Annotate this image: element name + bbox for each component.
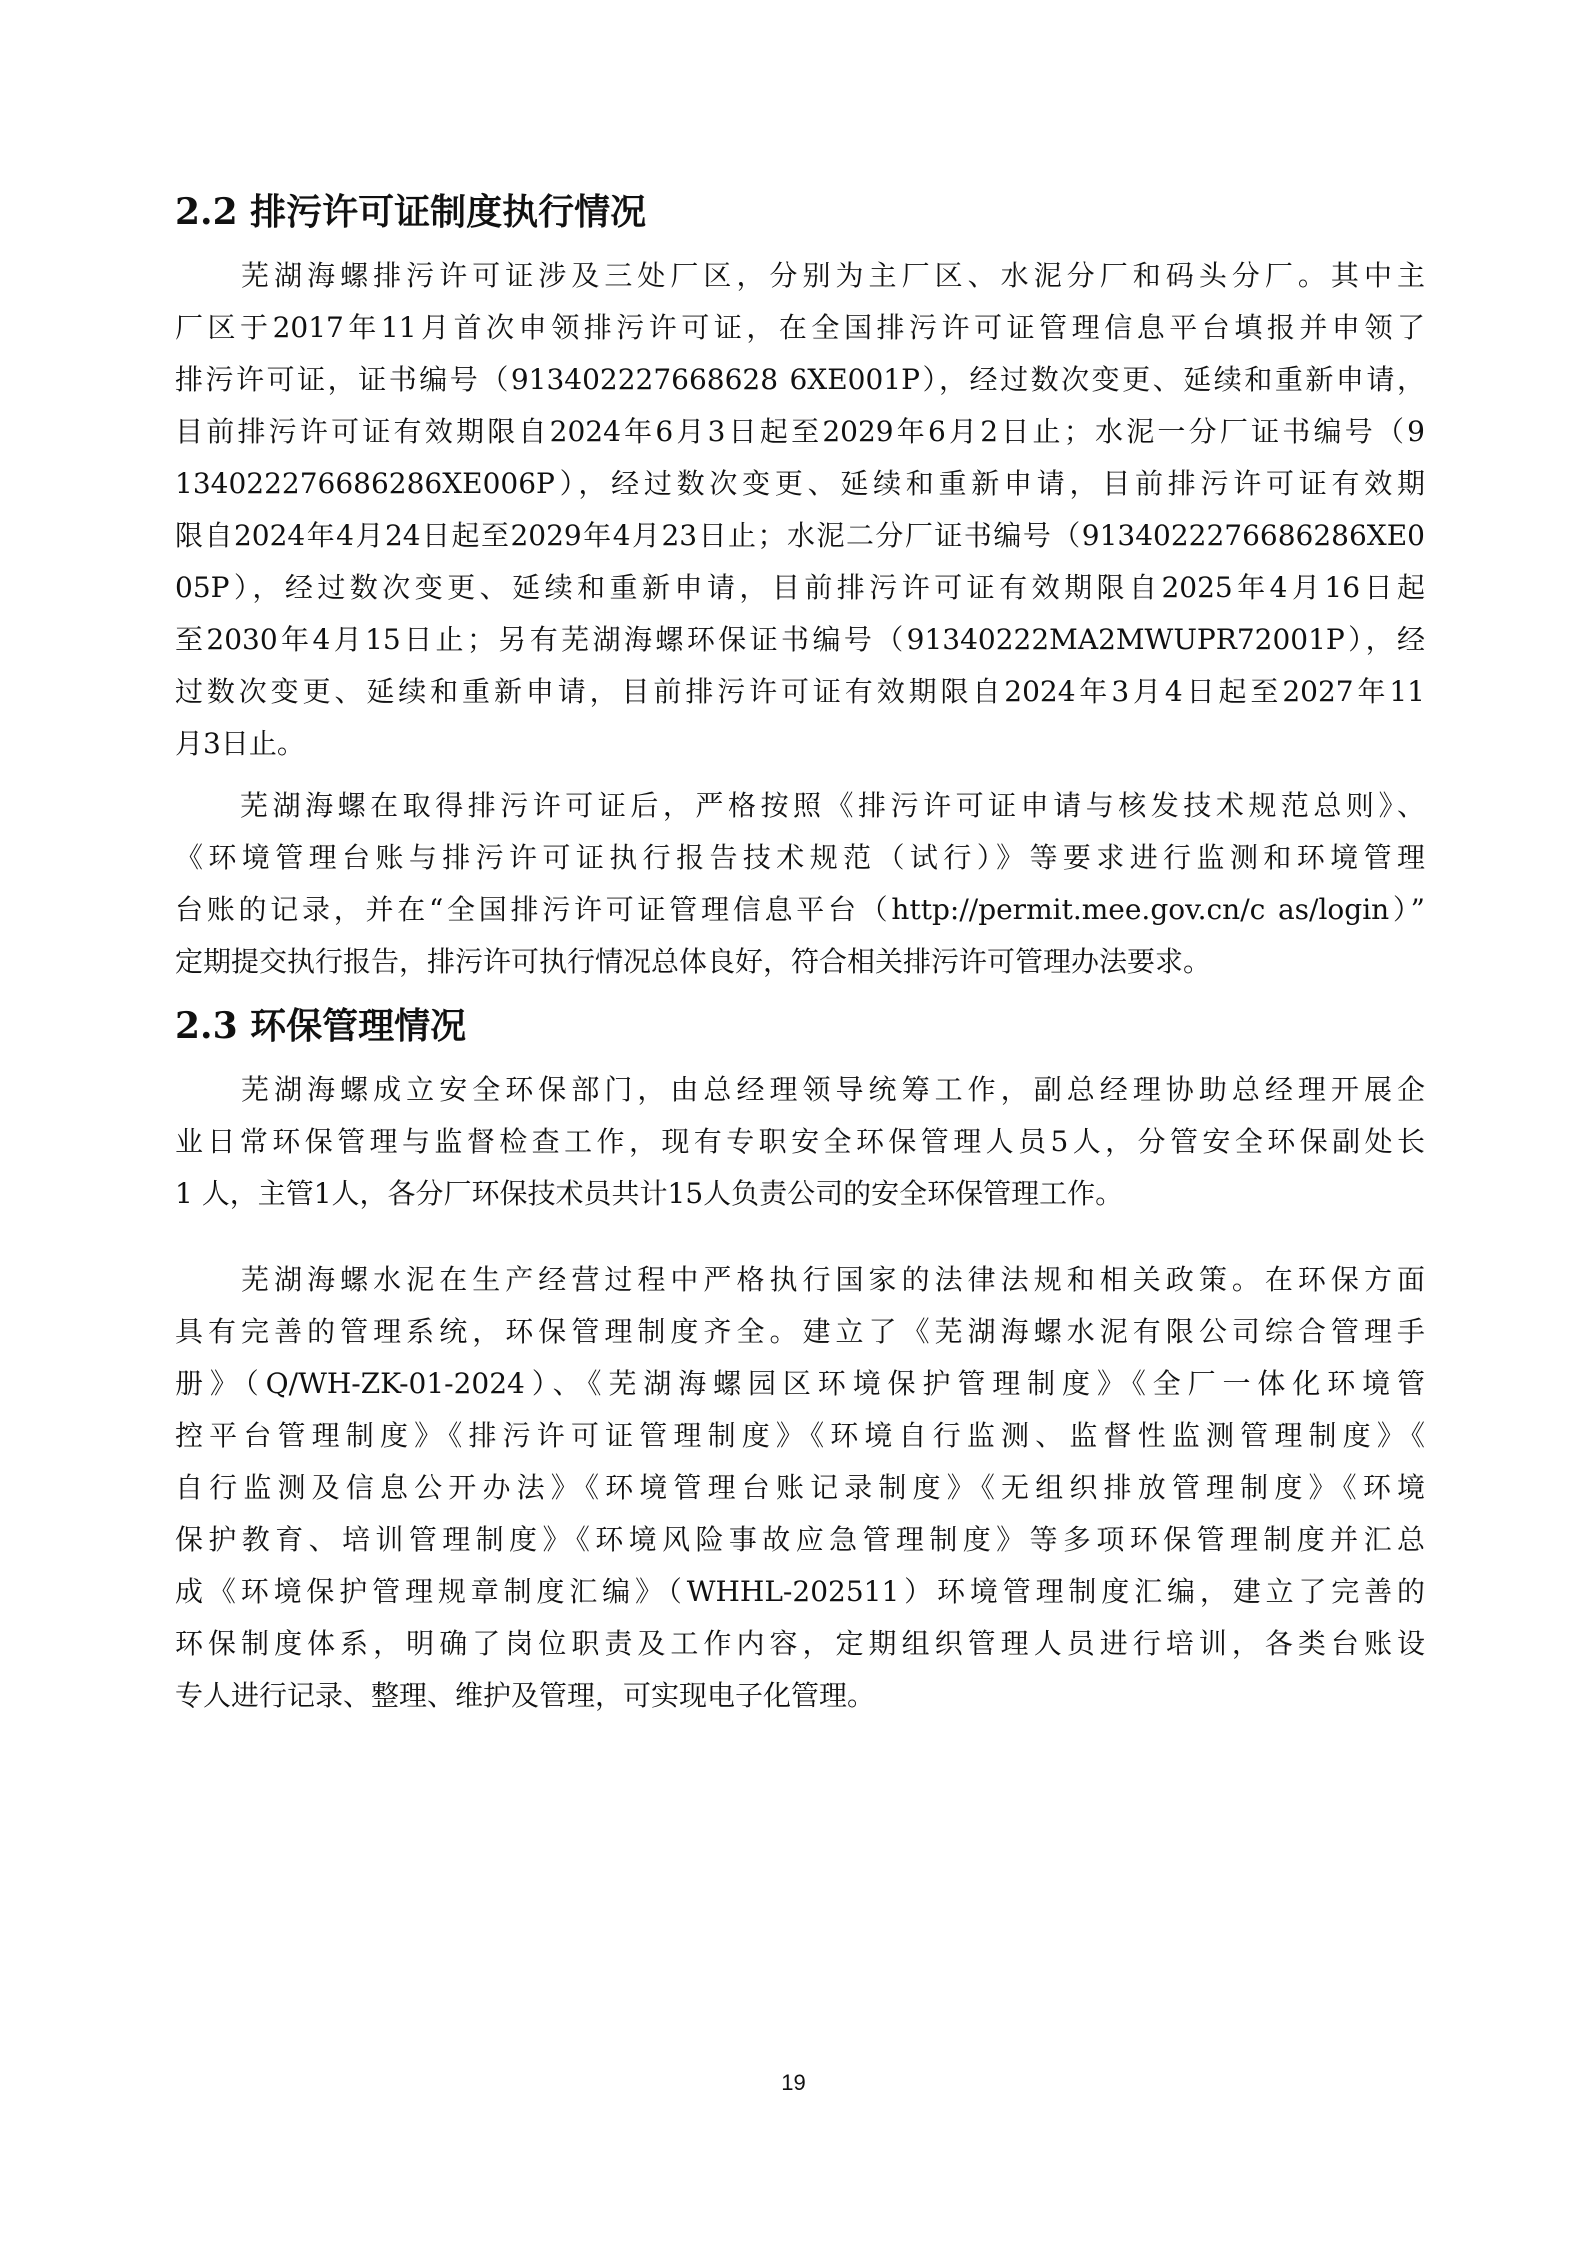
text-line: 134022276686286XE006P），经过数次变更、延续和重新申请，目前排污许可证有效期	[175, 467, 1425, 500]
text-line: 定期提交执行报告，排污许可执行情况总体良好，符合相关排污许可管理办法要求。	[175, 945, 1212, 978]
text-line: 厂区于2017年11月首次申领排污许可证，在全国排污许可证管理信息平台填报并申领了	[175, 311, 1425, 344]
text-line: 环保制度体系，明确了岗位职责及工作内容，定期组织管理人员进行培训，各类台账设	[175, 1627, 1425, 1660]
text-line: 芜湖海螺排污许可证涉及三处厂区，分别为主厂区、水泥分厂和码头分厂。其中主	[175, 259, 1425, 292]
section-heading-2-2: 2.2 排污许可证制度执行情况	[175, 191, 647, 233]
text-line: 1 人，主管1人，各分厂环保技术员共计15人负责公司的安全环保管理工作。	[175, 1177, 1124, 1210]
section-heading-2-3: 2.3 环保管理情况	[175, 1005, 467, 1047]
text-line: 保护教育、培训管理制度》《环境风险事故应急管理制度》等多项环保管理制度并汇总	[175, 1523, 1425, 1556]
text-line: 台账的记录，并在“全国排污许可证管理信息平台（http://permit.mee.gov.cn/c as/login）”	[175, 893, 1425, 926]
text-line: 成《环境保护管理规章制度汇编》（WHHL-202511）环境管理制度汇编，建立了完善的	[175, 1575, 1425, 1608]
paragraph-permit-overview	[175, 250, 1425, 770]
text-line: 至2030年4月15日止；另有芜湖海螺环保证书编号（91340222MA2MWUPR72001P），经	[175, 623, 1425, 656]
page-content	[175, 180, 1425, 1722]
text-line: 册》（Q/WH-ZK-01-2024）、《芜湖海螺园区环境保护管理制度》《全厂一体化环境管	[175, 1367, 1425, 1400]
paragraph-env-systems	[175, 1254, 1425, 1722]
page-number: 19	[781, 2070, 806, 2095]
text-line: 过数次变更、延续和重新申请，目前排污许可证有效期限自2024年3月4日起至2027年11	[175, 675, 1425, 708]
text-line: 月3日止。	[175, 727, 305, 760]
paragraph-permit-compliance	[175, 780, 1425, 988]
text-line: 目前排污许可证有效期限自2024年6月3日起至2029年6月2日止；水泥一分厂证书编号（9	[175, 415, 1425, 448]
text-line: 专人进行记录、整理、维护及管理，可实现电子化管理。	[175, 1679, 876, 1712]
paragraph-env-department	[175, 1064, 1425, 1220]
text-line: 自行监测及信息公开办法》《环境管理台账记录制度》《无组织排放管理制度》《环境	[175, 1471, 1425, 1504]
text-line: 芜湖海螺水泥在生产经营过程中严格执行国家的法律法规和相关政策。在环保方面	[175, 1263, 1425, 1296]
text-line: 业日常环保管理与监督检查工作，现有专职安全环保管理人员5人，分管安全环保副处长	[175, 1125, 1425, 1158]
text-line: 控平台管理制度》《排污许可证管理制度》《环境自行监测、监督性监测管理制度》《	[175, 1419, 1425, 1452]
text-line: 芜湖海螺成立安全环保部门，由总经理领导统筹工作，副总经理协助总经理开展企	[175, 1073, 1425, 1106]
text-line: 《环境管理台账与排污许可证执行报告技术规范（试行）》等要求进行监测和环境管理	[175, 841, 1425, 874]
text-line: 排污许可证，证书编号（913402227668628 6XE001P），经过数次变更、延续和重新申请，	[175, 363, 1425, 396]
text-line: 05P），经过数次变更、延续和重新申请，目前排污许可证有效期限自2025年4月16日起	[175, 571, 1425, 604]
text-line: 芜湖海螺在取得排污许可证后，严格按照《排污许可证申请与核发技术规范总则》、	[175, 789, 1425, 822]
text-line: 限自2024年4月24日起至2029年4月23日止；水泥二分厂证书编号（9134022276686286XE0	[175, 519, 1425, 552]
text-line: 具有完善的管理系统，环保管理制度齐全。建立了《芜湖海螺水泥有限公司综合管理手	[175, 1315, 1425, 1348]
